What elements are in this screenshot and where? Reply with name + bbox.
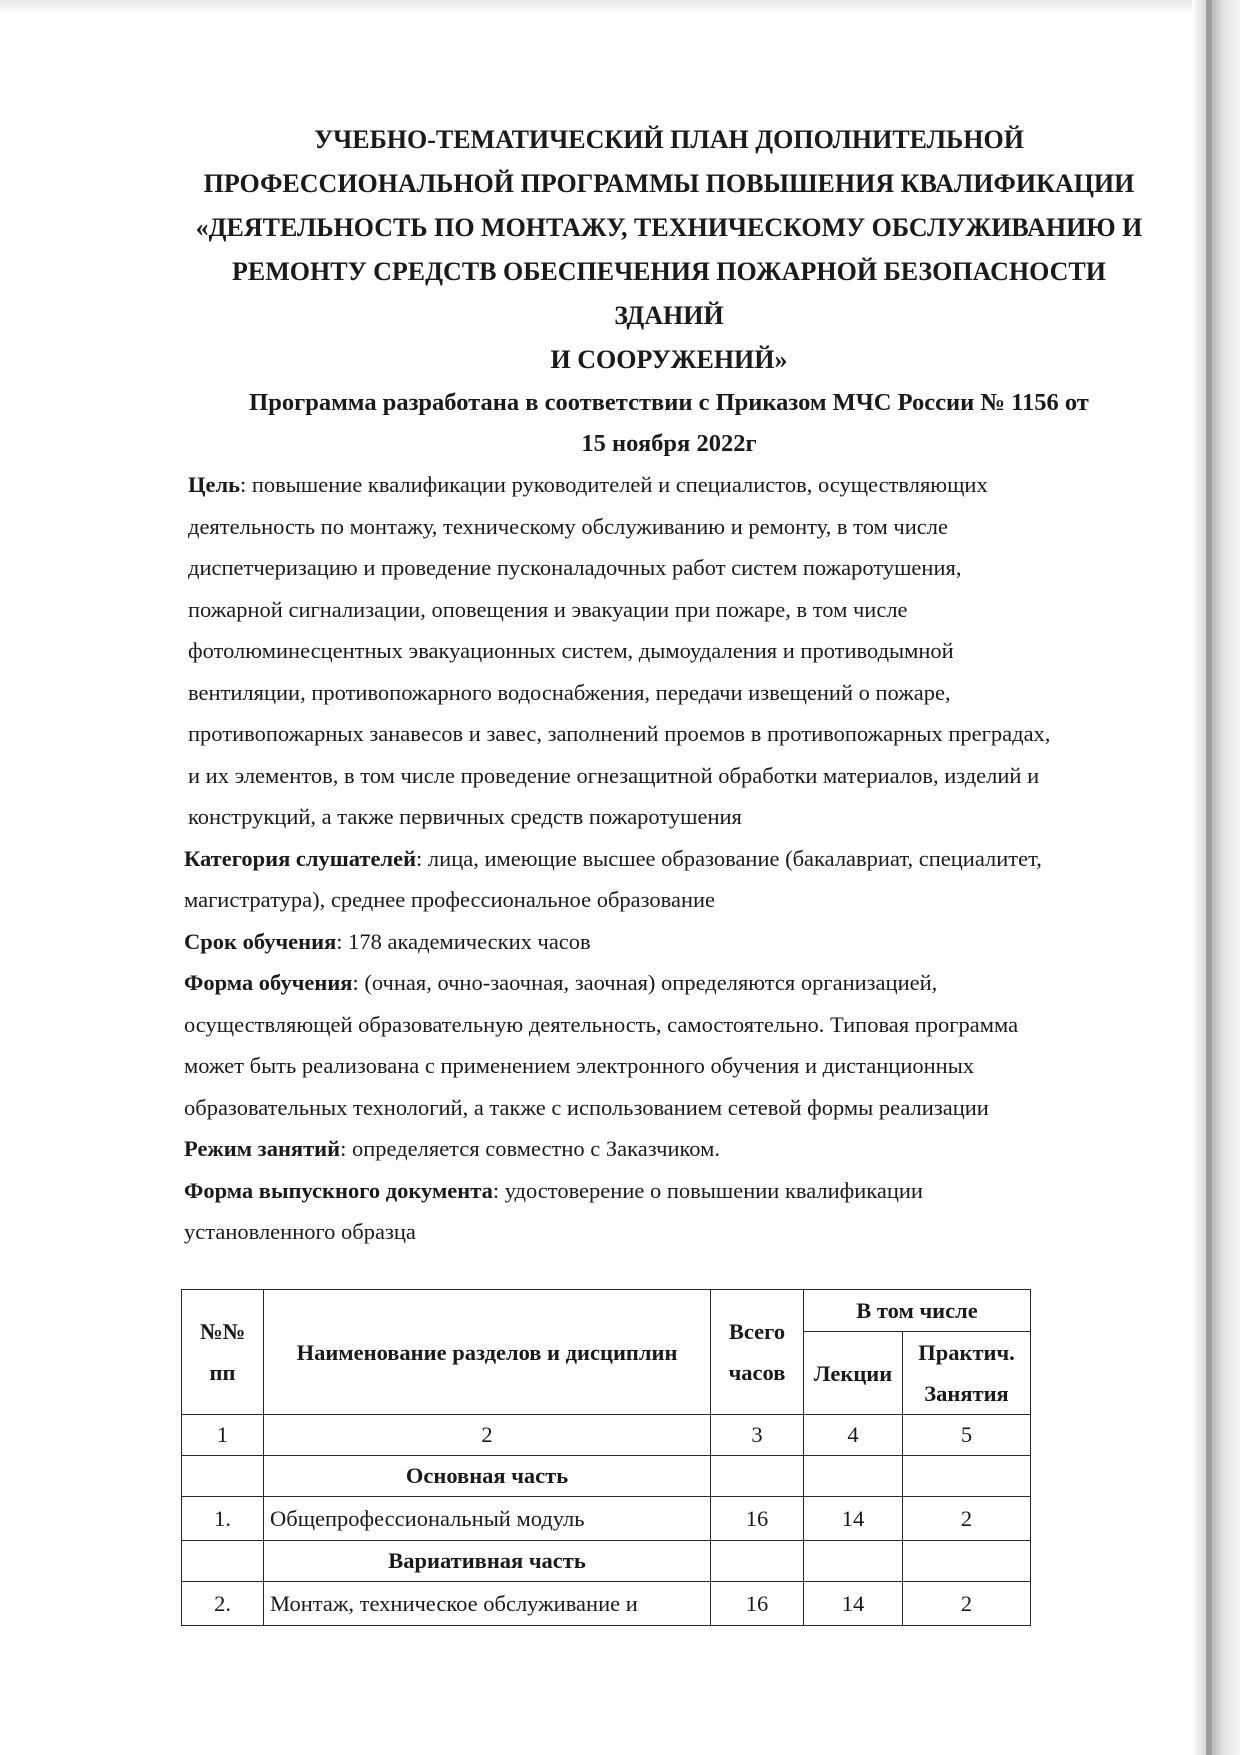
category-paragraph [184,838,1154,921]
goal-line: конструкций, а также первичных средств пожаротушения [188,804,742,829]
row-lectures: 14 [804,1497,903,1541]
section-main-row [182,1456,1031,1497]
scan-right-edge [1192,0,1240,1755]
category-line: магистратура), среднее профессиональное образование [184,887,716,912]
schedule-paragraph [184,1128,1154,1170]
section-main-title: Основная часть [264,1456,711,1497]
header-total-line2: часов [728,1360,786,1385]
form-line: образовательных технологий, а также с использованием сетевой формы реализации [184,1094,989,1120]
section-var-title: Вариативная часть [264,1541,711,1582]
duration-paragraph [184,921,1154,963]
header-name: Наименование разделов и дисциплин [264,1290,711,1415]
header-practice [903,1332,1031,1415]
index-cell: 5 [903,1415,1031,1456]
goal-label: Цель [188,472,241,497]
document-type-line: : удостоверение о повышении квалификации [492,1177,923,1203]
empty-cell [804,1456,903,1497]
title-line: РЕМОНТУ СРЕДСТВ ОБЕСПЕЧЕНИЯ ПОЖАРНОЙ БЕЗОПАСНОСТИ ЗДАНИЙ [232,257,1106,330]
table-header-row [182,1290,1031,1332]
category-label: Категория слушателей [184,845,417,871]
index-cell: 2 [264,1415,711,1456]
table-row [182,1582,1031,1626]
header-total-line1: Всего [728,1319,786,1344]
empty-cell [903,1541,1031,1582]
goal-paragraph [188,464,1154,838]
duration-text: : 178 академических часов [336,928,591,954]
row-lectures: 14 [804,1582,903,1626]
goal-line: диспетчеризацию и проведение пусконаладочных работ систем пожаротушения, [188,555,962,580]
index-cell: 4 [804,1415,903,1456]
document-title [184,118,1154,382]
index-cell: 1 [182,1415,264,1456]
curriculum-table [181,1289,1031,1626]
table-index-row [182,1415,1031,1456]
row-total: 16 [711,1497,804,1541]
scan-binding-shadow [1206,0,1212,1755]
row-num: 2. [182,1582,264,1626]
category-line: : лица, имеющие высшее образование (бакалавриат, специалитет, [416,845,1042,871]
row-name: Общепрофессиональный модуль [264,1497,711,1541]
goal-line: и их элементов, в том числе проведение огнезащитной обработки материалов, изделий и [188,762,1040,788]
duration-label: Срок обучения [184,928,337,954]
title-line: УЧЕБНО-ТЕМАТИЧЕСКИЙ ПЛАН ДОПОЛНИТЕЛЬНОЙ [314,125,1024,154]
goal-line: пожарной сигнализации, оповещения и эвакуации при пожаре, в том числе [188,596,908,622]
row-name: Монтаж, техническое обслуживание и [264,1582,711,1626]
header-including: В том числе [804,1290,1031,1332]
goal-line: вентиляции, противопожарного водоснабжения, передачи извещений о пожаре, [188,679,951,705]
title-line: «ДЕЯТЕЛЬНОСТЬ ПО МОНТАЖУ, ТЕХНИЧЕСКОМУ ОБСЛУЖИВАНИЮ И [195,213,1143,242]
form-line: : (очная, очно-заочная, заочная) определяются организацией, [352,970,938,995]
empty-cell [182,1541,264,1582]
index-cell: 3 [711,1415,804,1456]
header-practice-line2: Занятия [924,1381,1009,1406]
header-lectures: Лекции [804,1332,903,1415]
empty-cell [804,1541,903,1582]
row-total: 16 [711,1582,804,1626]
schedule-text: : определяется совместно с Заказчиком. [340,1136,720,1161]
row-num: 1. [182,1497,264,1541]
form-line: может быть реализована с применением электронного обучения и дистанционных [184,1053,975,1078]
form-label: Форма обучения [184,970,353,995]
goal-line: : повышение квалификации руководителей и специалистов, осуществляющих [240,472,988,497]
header-num [182,1290,264,1415]
empty-cell [711,1456,804,1497]
section-var-row [182,1541,1031,1582]
row-practice: 2 [903,1582,1031,1626]
row-practice: 2 [903,1497,1031,1541]
header-total [711,1290,804,1415]
empty-cell [711,1541,804,1582]
goal-line: деятельность по монтажу, техническому обслуживанию и ремонту, в том числе [188,513,948,539]
goal-line: фотолюминесцентных эвакуационных систем, дымоудаления и противодымной [188,638,954,663]
form-paragraph [184,962,1154,1128]
document-type-label: Форма выпускного документа [184,1177,493,1203]
header-num-line1: №№ [199,1319,246,1344]
form-line: осуществляющей образовательную деятельность, самостоятельно. Типовая программа [184,1011,1019,1037]
document-subtitle: Программа разработана в соответствии с Приказом МЧС России № 1156 от 15 ноября 2022г [249,389,1089,457]
title-line: И СООРУЖЕНИЙ» [550,345,788,374]
header-num-line2: пп [209,1360,236,1385]
document-body [184,118,1154,1253]
document-type-paragraph [184,1170,1154,1253]
schedule-label: Режим занятий [184,1136,341,1161]
header-practice-line1: Практич. [918,1340,1015,1365]
table-row [182,1497,1031,1541]
goal-line: противопожарных занавесов и завес, заполнений проемов в противопожарных преградах, [188,721,1051,746]
document-type-line: установленного образца [184,1219,416,1244]
empty-cell [182,1456,264,1497]
scan-top-edge [0,0,1240,14]
title-line: ПРОФЕССИОНАЛЬНОЙ ПРОГРАММЫ ПОВЫШЕНИЯ КВАЛИФИКАЦИИ [203,169,1135,198]
empty-cell [903,1456,1031,1497]
